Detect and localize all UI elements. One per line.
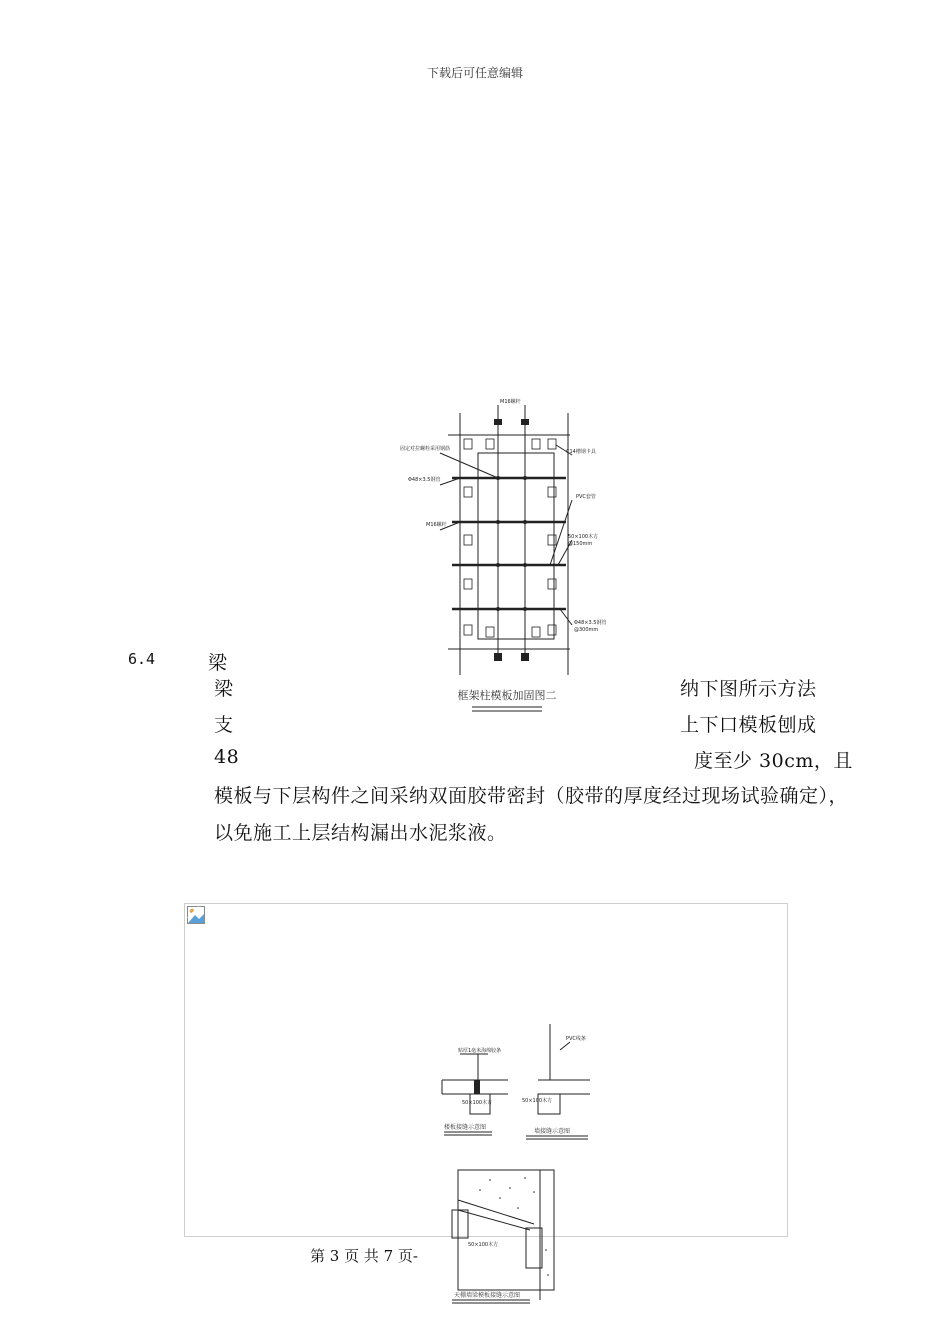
section-line-4: 48: [214, 746, 240, 768]
broken-image-icon: [187, 906, 205, 924]
section-line-3-tail: 上下口模板刨成: [680, 714, 817, 736]
label-wood-2: 50×100木方: [522, 1098, 553, 1104]
section-line-1: 梁: [208, 652, 228, 674]
label-wood-1: 50×100木方: [462, 1100, 493, 1106]
label-c14: C14槽钢卡具: [566, 449, 596, 455]
label-spacing2: @300mm: [574, 627, 599, 633]
page-footer: 第 3 页 共 7 页-: [310, 1247, 418, 1265]
section-line-4-tail: 度至少 30cm，且: [694, 750, 853, 772]
label-m16-side: M16螺杆: [426, 522, 447, 528]
label-pipe2: Φ48×3.5钢管: [574, 620, 607, 626]
section-line-2: 梁: [214, 678, 234, 700]
section-line-2-tail: 纳下图所示方法: [680, 678, 817, 700]
figure2-caption-2: 墙接缝示意图: [534, 1128, 571, 1135]
section-line-3: 支: [214, 714, 234, 736]
section-line-5: 模板与下层构件之间采纳双面胶带密封（胶带的厚度经过现场试验确定），: [214, 785, 849, 807]
label-pvc-strip: PVC线条: [566, 1036, 586, 1042]
joint-detail-drawing: [430, 1020, 610, 1310]
label-spacing1: @150mm: [568, 541, 593, 547]
label-m16-top: M16螺杆: [500, 399, 521, 405]
label-pvc: PVC套管: [576, 494, 596, 500]
label-fixed-bolt: 固定对拉螺栓采用钢筋: [400, 446, 451, 452]
figure1-caption: 框架柱模板加固图二: [457, 689, 557, 702]
column-formwork-drawing: [400, 395, 612, 725]
label-wood-3: 50×100木方: [468, 1242, 499, 1248]
section-number: 6.4: [128, 650, 156, 668]
figure2-caption-3: 天棚墙梁模板接缝示意图: [454, 1292, 521, 1299]
label-pipe1: Φ48×3.5钢管: [408, 477, 441, 483]
figure2-caption-1: 楼板接缝示意图: [444, 1124, 487, 1131]
label-tape: 贴厚1毫米海绵胶条: [458, 1048, 502, 1054]
section-line-6: 以免施工上层结构漏出水泥浆液。: [214, 822, 507, 844]
page-header: 下载后可任意编辑: [426, 66, 523, 80]
label-wood: 50×100木方: [568, 534, 599, 540]
